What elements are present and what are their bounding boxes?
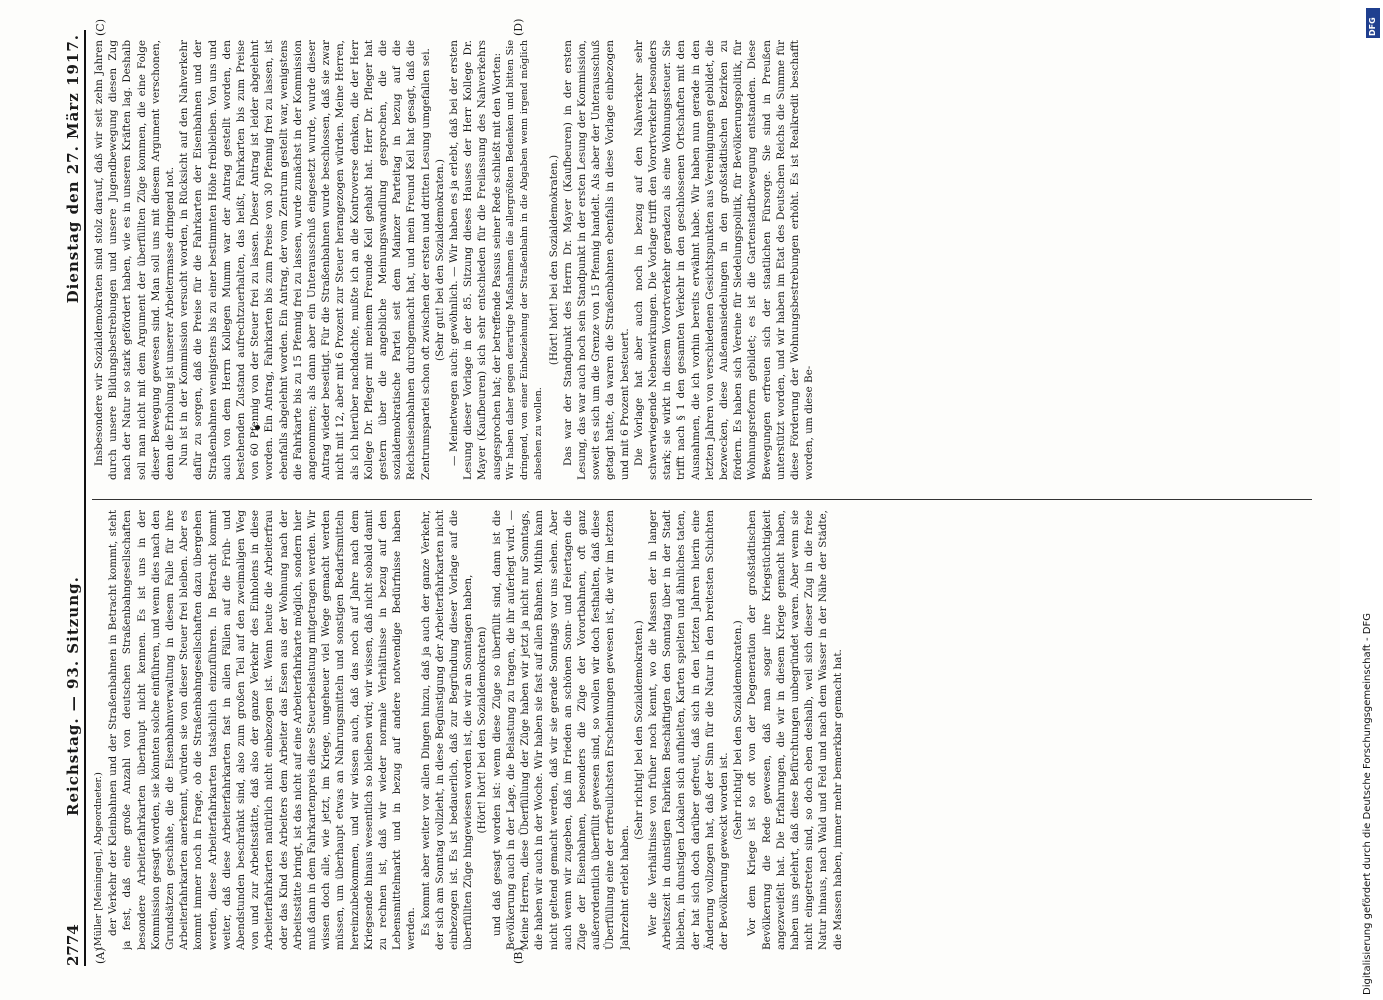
paragraph: Die Vorlage hat aber auch noch in bezug auf den Nahverkehr sehr schwerwiegende Nebenwirkungen. Die Vorlage trifft den Vorortverkehr besonders stark; sie wirkt in diesem Vorortverkehr geradezu als eine Wohnungssteuer. Sie trifft nach § 1 den gesamten Verkehr in den geschlossenen Ortschaften mit den Ausnahmen, die ich vorhin bereits erwähnt habe. Wir haben nun gerade in den letzten Jahren von verschiedenen Gesichtspunkten aus Vereinigungen gebildet, die bezwecken, diese Außenansiedelungen in den großstädtischen Bezirken zu fördern. Es haben sich Vereine für Siedelungspolitik, für Bevölkerungspolitik, für Wohnungsreform gebildet; es ist die Gartenstadtbewegung entstanden. Diese Bewegungen erfreuen sich der staatlichen Fürsorge. Sie sind in Preußen unterstützt worden, und wir haben im Etat des Deutschen Reichs die Summe für diese Förderung der Wohnungsbestrebungen erhöht. Es ist Realkredit beschafft worden, um diese Be- bbox=[632, 40, 816, 480]
session-title: Reichstag. — 93. Sitzung. bbox=[64, 576, 82, 816]
interjection: (Sehr gut! bei den Sozialdemokraten.) bbox=[433, 159, 446, 361]
paragraph: und daß gesagt worden ist: wenn diese Züge so überfüllt sind, dann ist die Bevölkerung auch in der Lage, die Belastung zu tragen, die ihr auferlegt wird. — Meine Herren, diese Überfüllung der Züge haben wir jetzt ja nicht nur Sonntags, die haben wir auch in der Woche. Wir haben sie fast auf allen Bahnen. Mithin kann nicht geltend gemacht werden, daß wir sie gerade Sonntags vor uns sehen. Aber auch wenn wir zugeben, daß im Frieden an schönen Sonn- und Feiertagen die Züge der Eisenbahnen, besonders die Züge der Vorortbahnen, oft ganz außerordentlich überfüllt gewesen sind, so wollen wir doch festhalten, daß diese Überfüllung eine der erfreulichsten Erscheinungen gewesen ist, die wir im letzten Jahrzehnt erlebt haben. bbox=[490, 510, 631, 950]
paragraph: Nun ist in der Kommission versucht worden, in Rücksicht auf den Nahverkehr dafür zu sorgen, daß die Preise für die Fahrkarten der Eisenbahnen und der Straßenbahnen wenigstens bis zu einer bestimmten Höhe freibleiben. Von uns und auch von dem Herrn Kollegen Mumm war der Antrag gestellt worden, den bestehenden Zustand aufrechtzuerhalten, das heißt, Fahrkarten bis zum Preise von 60 Pfennig von der Steuer frei zu lassen. Dieser Antrag ist leider abgelehnt worden. Ein Antrag, Fahrkarten bis zum Preise von 30 Pfennig frei zu lassen, ist ebenfalls abgelehnt worden. Ein Antrag, der vom Zentrum gestellt war, wenigstens die Fahrkarte bis zu 15 Pfennig frei zu lassen, wurde zunächst in der Kommission angenommen; als dann aber ein Unterausschuß eingesetzt wurde, wurde dieser Antrag wieder beseitigt. Für die Straßenbahnen wurde beschlossen, daß sie zwar nicht mit 12, aber mit 6 Prozent zur Steuer herangezogen würden. Meine Herren, als ich hierüber nachdachte, mußte ich an die Kontroverse denken, die der Herr Kollege Dr. Pfleger mit meinem Freunde Keil gehabt hat. Herr Dr. Pfleger hat gestern über die angebliche Meinungswandlung gesprochen, die die sozialdemokratische Partei seit dem Mainzer Parteitag in bezug auf die Reichseisenbahnen durchgemacht hat, und mein Freund Keil hat gesagt, daß die Zentrumspartei schon oft zwischen der ersten und dritten Lesung umgefallen sei. bbox=[178, 40, 432, 480]
paragraph: der Verkehr der Kleinbahnen und der Straßenbahnen in Betracht kommt, steht ja fest, daß eine große Anzahl von deutschen Straßenbahngesellschaften besondere Arbeiterfahrkarten überhaupt nicht kennen. Es ist uns in der Kommission gesagt worden, sie könnten solche einführen, und wenn dies nach den Grundsätzen geschähe, die die Eisenbahnverwaltung in diesem Falle für ihre Arbeiterfahrkarten anerkennt, würden sie von dieser Steuer frei bleiben. Aber es kommt immer noch in Frage, ob die Straßenbahngesellschaften dazu übergehen werden, diese Arbeiterfahrkarten tatsächlich einzuführen. In Betracht kommt weiter, daß diese Arbeiterfahrkarten fast in allen Fällen auf die Früh- und Abendstunden beschränkt sind, also zum großen Teil auf den zweimaligen Weg von und zur Arbeitsstätte, daß also der ganze Verkehr des Einholens in diese Arbeiterfahrkarten natürlich nicht einbezogen ist. Wenn heute die Arbeiterfrau oder das Kind des Arbeiters dem Arbeiter das Essen aus der Wohnung nach der Arbeitsstätte bringt, ist das nicht auf eine Arbeiterfahrkarte möglich, sondern hier muß dann in dem Fahrkartenpreis diese Steuerbelastung mitgetragen werden. Wir wissen doch alle, wie jetzt, im Kriege, ungeheuer viel Wege gemacht werden müssen, um überhaupt etwas an Nahrungsmitteln und sonstigen Bedarfsmitteln hereinzubekommen, und wir wissen auch, daß das noch auf Jahre nach dem Kriegsende hinaus wesentlich so bleiben wird; wir wissen, daß nicht sobald damit zu rechnen ist, daß wir wieder normale Verhältnisse in bezug auf den Lebensmittelmarkt und in bezug auf andere notwendige Bedürfnisse haben werden. bbox=[107, 510, 418, 950]
interjection: (Sehr richtig! bei den Sozialdemokraten.) bbox=[632, 620, 645, 840]
page-header bbox=[62, 30, 86, 966]
page-number: 2774 bbox=[64, 924, 82, 966]
margin-marker-d: (D) bbox=[512, 18, 525, 36]
digitization-credit: Digitalisierung gefördert durch die Deutsche Forschungsgemeinschaft - DFG bbox=[1362, 612, 1373, 995]
margin-marker-b: (B) bbox=[512, 947, 525, 964]
margin-marker-c: (C) bbox=[94, 19, 107, 36]
right-column bbox=[92, 40, 1312, 480]
paragraph: Das war der Standpunkt des Herrn Dr. Mayer (Kaufbeuren) in der ersten Lesung, das war auch noch sein Standpunkt in der ersten Lesung der Kommission, soweit es sich um die Grenze von 15 Pfennig handelt. Als aber der Unterausschuß getagt hatte, da waren die Straßenbahnen ebenfalls in diese Vorlage einbezogen und mit 6 Prozent besteuert. bbox=[561, 40, 631, 480]
session-date: Dienstag den 27. März 1917. bbox=[64, 34, 82, 304]
interjection: (Hört! hört! bei den Sozialdemokraten.) bbox=[547, 154, 560, 366]
paragraph: Insbesondere wir Sozialdemokraten sind stolz darauf, daß wir seit zehn Jahren durch unsere Bildungsbestrebungen und unsere Jugendbewegung diesen Zug nach der Natur so stark gefördert haben, wie es in unseren Kräften lag. Deshalb soll man nicht mit dem Argument der überfüllten Züge kommen, die eine Folge dieser Bewegung gewesen sind. Man soll uns mit diesem Argument verschonen, denn die Erholung ist unserer Arbeitermasse dringend not. bbox=[93, 40, 177, 480]
column-divider bbox=[92, 499, 1312, 500]
quotation: Wir haben daher gegen derartige Maßnahmen die allergrößten Bedenken und bitten Sie dringend, von einer Einbeziehung der Straßenbahn in die Abgaben wenn irgend möglich absehen zu wollen. bbox=[504, 40, 545, 480]
left-column bbox=[92, 510, 1312, 950]
dfg-logo-icon: DFG bbox=[1366, 8, 1380, 38]
paragraph: — Meinetwegen auch: gewöhnlich. — Wir haben es ja erlebt, daß bei der ersten Lesung dieser Vorlage in der 85. Sitzung dieses Hauses der Herr Kollege Dr. Mayer (Kaufbeuren) sich sehr entschieden für die Freilassung des Nahverkehrs ausgesprochen hat; der betreffende Passus seiner Rede schließt mit den Worten: bbox=[448, 40, 503, 480]
margin-marker-a: (A) bbox=[94, 947, 107, 964]
paragraph: Es kommt aber weiter vor allen Dingen hinzu, daß ja auch der ganze Verkehr, der sich am Sonntag vollzieht, in diese Begünstigung der Arbeiterfahrkarten nicht einbezogen ist. Es ist bedauerlich, daß zur Begründung dieser Vorlage auf die überfüllten Züge hingewiesen worden ist, die wir an Sonntagen haben, bbox=[419, 510, 475, 950]
paragraph: Wer die Verhältnisse von früher noch kennt, wo die Massen der in langer Arbeitszeit in dunstigen Fabriken Beschäftigten den Sonntag über in der Stadt blieben, in dunstigen Lokalen sich aufhielten, Karten spielten und ähnliches taten, der hat sich doch darüber gefreut, daß sich in den letzten Jahren hierin eine Änderung vollzogen hat, daß der Sinn für die Natur in den breitesten Schichten der Bevölkerung geweckt worden ist. bbox=[646, 510, 730, 950]
paragraph: Vor dem Kriege ist so oft von der Degeneration der großstädtischen Bevölkerung die Rede gewesen, daß man sogar ihre Kriegstüchtigkeit angezweifelt hat. Die Erfahrungen, die wir in diesem Kriege gemacht haben, haben uns gelehrt, daß diese Befürchtungen unbegründet waren. Aber wenn sie nicht eingetreten sind, so doch eben deshalb, weil sich dieser Zug in die freie Natur hinaus, nach Wald und Feld und nach dem Wasser in der Nähe der Städte, die Massen haben, immer mehr bemerkbar gemacht hat. bbox=[746, 510, 844, 950]
interjection: (Sehr richtig! bei den Sozialdemokraten.) bbox=[732, 620, 745, 840]
speaker-line: (Müller [Meiningen], Abgeordneter.) bbox=[93, 772, 104, 950]
interjection: (Hört! hört! bei den Sozialdemokraten) bbox=[476, 626, 489, 834]
